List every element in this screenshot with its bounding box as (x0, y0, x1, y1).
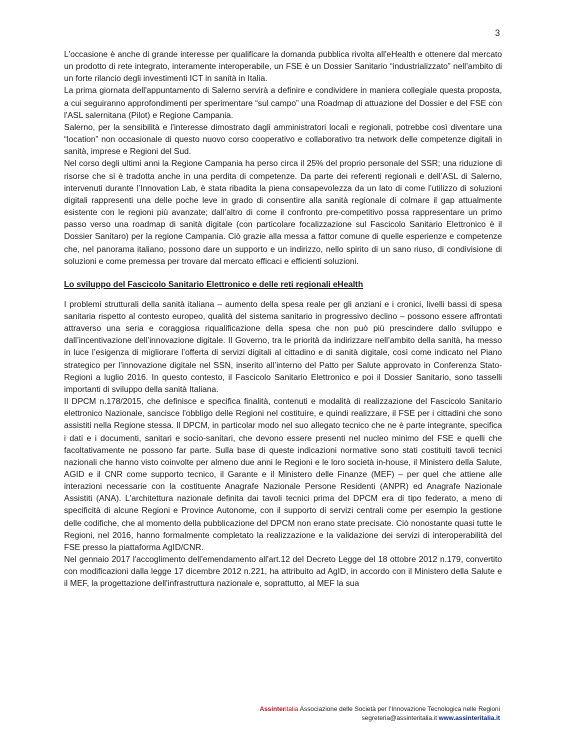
footer-brand-suffix: italia (285, 706, 299, 713)
section-heading: Lo sviluppo del Fascicolo Sanitario Elettronico e delle reti regionali eHealth (64, 278, 364, 289)
paragraph: Il DPCM n.178/2015, che definisce e specifica finalità, contenuti e modalità di realizzazione del Fascicolo Sanitario elettronico Nazionale, sancisce l'obbligo delle Regioni nel costituire, e quindi realizzare, il FSE per i cittadini che sono assistiti nella Regione stessa. Il DPCM, in particolar modo nel suo allegato tecnico che ne è parte integrante, specifica i dati e i documenti, sanitari e socio-sanitari, che devono essere presenti nel nucleo minimo del FSE e quelli che facoltativamente ne possono far parte. Sulla base di queste indicazioni normative sono stati costituiti tavoli tecnici nazionali che hanno visto coinvolte per almeno due anni le Regioni e le loro società in-house, il Ministero della Salute, AGID e il CNR come supporto tecnico, il Garante e il Ministero delle Finanze (MEF) – per quel che attiene alle interazioni necessarie con la costituente Anagrafe Nazionale Persone Residenti (ANPR) ed Anagrafe Nazionale Assistiti (ANA). L'architettura nazionale definita dai tavoli tecnici prima del DPCM era di tipo federato, a meno di specificità di alcune Regioni e Province Autonome, con il supporto di servizi centrali come per esempio la gestione delle codifiche, che al momento della pubblicazione del DPCM non erano state precisate. Ciò nonostante quasi tutte le Regioni, nel 2016, hanno formalmente completato la realizzazione e la validazione dei servizi di interoperabilità del FSE presso la piattaforma AgID/CNR. (64, 396, 502, 552)
footer-contact-line (260, 715, 500, 724)
footer-association-text: Associazione delle Società per l’Innovazione Tecnologica nelle Regioni (298, 706, 500, 713)
footer-association-line (260, 706, 500, 715)
paragraph: Nel corso degli ultimi anni la Regione Campania ha perso circa il 25% del proprio personale del SSR; una riduzione di risorse che si è tradotta anche in una perdita di competenze. Da parte dei referenti regionali e dell’ASL di Salerno, intervenuti durante l’Innovation Lab, è stata ribadita la piena consapevolezza da un lato di come l’utilizzo di soluzioni digitali rappresenti una delle poche leve in grado di consentire alla sanità regionale di colmare il gap attualmente esistente con le regioni più avanzate; dall’altro di come il confronto pre-competitivo possa rappresentare un primo passo verso una roadmap di sanità digitale (con particolare focalizzazione sul Fascicolo Sanitario Elettronico è il Dossier Sanitaro) per la regione Campania. Ciò grazie alla messa a fattor comune di quelle esperienze e competenze che, nel panorama italiano, possono dare un supporto e un indirizzo, nello spirito di un sano riuso, di condivisione di soluzioni e come premessa per trovare dal mercato efficaci e efficienti soluzioni. (64, 158, 502, 266)
document-body (64, 48, 502, 590)
paragraph: Nel gennaio 2017 l'accoglimento dell'emendamento all'art.12 del Decreto Legge del 18 ottobre 2012 n.179, convertito con modificazioni dalla legge 17 dicembre 2012 n.221, ha attribuito ad AgID, in accordo con il Ministero della Salute e il MEF, la progettazione dell'infrastruttura nazionale e, soprattutto, al MEF la sua (64, 554, 502, 589)
paragraph: L'occasione è anche di grande interesse per qualificare la domanda pubblica rivolta all'eHealth e ottenere dal mercato un prodotto di rete integrato, interamente interoperabile, un FSE è un Dossier Sanitario “industrializzato” nell’ambito di un forte rilancio degli investimenti ICT in sanità in Italia. (64, 49, 502, 84)
page-number: 3 (494, 28, 500, 38)
paragraph: Salerno, per la sensibilità e l'interesse dimostrato dagli amministratori locali e regionali, potrebbe così diventare una “location” non occasionale di questo nuovo corso cooperativo e collaborativo tra network delle competenze digitali in sanità, imprese e Regioni del Sud. (64, 121, 502, 157)
page-footer (260, 706, 500, 723)
paragraph: La prima giornata dell'appuntamento di Salerno servirà a definire e condividere in maniera collegiale questa proposta, a cui seguiranno approfondimenti per sperimentare “sul campo” una Roadmap di attuazione del Dossier e del FSE con l'ASL salernitana (Pilot) e Regione Campania. (64, 85, 502, 120)
footer-website-link[interactable]: www.assinteritalia.it (438, 714, 500, 722)
footer-brand-name: Assinter (259, 706, 286, 713)
footer-email[interactable]: segreteria@assinteritalia.it (361, 714, 437, 722)
paragraph: I problemi strutturali della sanità italiana – aumento della spesa reale per gli anziani e i cronici, livelli bassi di spesa sanitaria rispetto al contesto europeo, qualità del sistema sanitario in progressivo declino – possono essere affrontati attraverso una seria e coraggiosa riqualificazione della spesa che non può più prescindere dallo sviluppo e dall’incentivazione dell’innovazione digitale. Il Governo, tra le priorità da indirizzare nell’ambito della sanità, ha messo in luce l’esigenza di migliorare l’offerta di servizi digitali al cittadino e di sanità digitale, così come indicato nel Piano strategico per l’innovazione digitale nel SSN, inserito all’interno del Patto per Salute approvato in Conferenza Stato-Regioni a luglio 2016. In questo contesto, il Fascicolo Sanitario Elettronico e poi il Dossier Sanitario, sono tasselli importanti di sviluppo della sanità Italiana. (64, 298, 502, 394)
